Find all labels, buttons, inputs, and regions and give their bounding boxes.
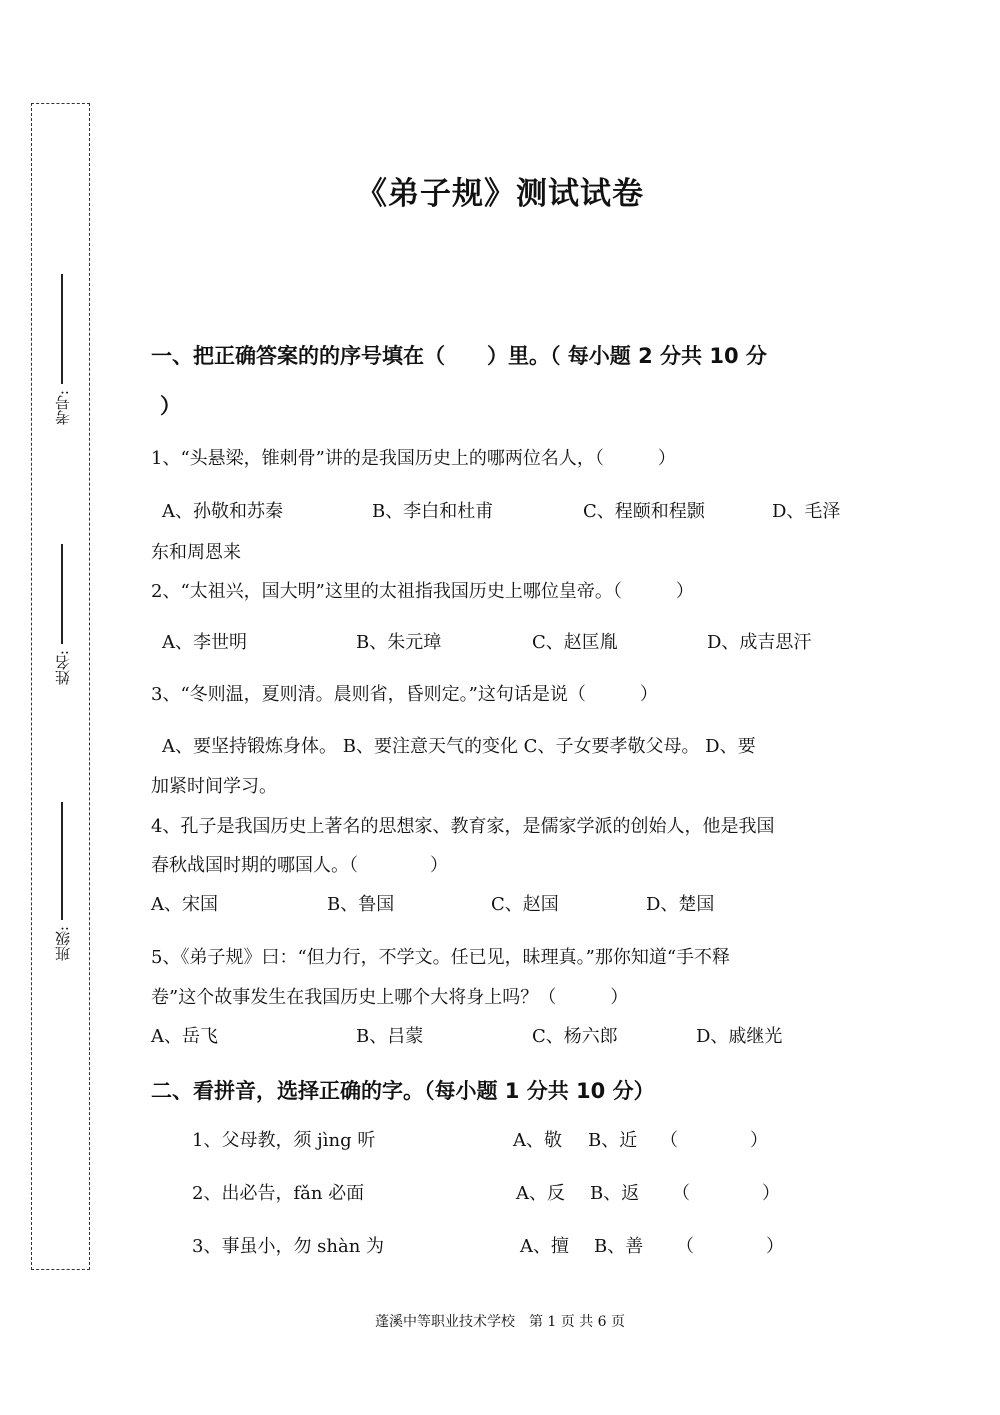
q1-option-b: B、李白和杜甫 [372,501,494,522]
name-field [47,544,77,685]
q5-stem-line1: 5、《弟子规》曰：“但力行，不学文。任已见，昧理真。”那你知道“手不释 [151,947,731,968]
q3-options-line1: A、要坚持锻炼身体。 B、要注意天气的变化 C、子女要孝敬父母。 D、要 [162,736,756,757]
s2-item2-option-b: B、返 [590,1183,640,1204]
page-title: 《弟子规》测试试卷 [356,176,644,212]
s2-item1-answer-blank[interactable]: （ ） [660,1130,768,1151]
q1-option-d: D、毛泽 [772,501,841,522]
q4-option-c: C、赵国 [491,894,559,915]
s2-item1-option-b: B、近 [588,1130,638,1151]
class-field [47,802,77,961]
q1-option-a: A、孙敬和苏秦 [162,501,283,522]
class-label: 班级: [53,926,72,962]
q1-option-c: C、程颐和程颢 [583,501,705,522]
q5-option-b: B、吕蒙 [356,1026,424,1047]
s2-item3-option-b: B、善 [594,1236,644,1257]
q2-option-a: A、李世明 [162,632,247,653]
page-footer: 蓬溪中等职业技术学校 第 1 页 共 6 页 [374,1314,626,1330]
q4-option-a: A、宋国 [151,894,218,915]
q5-stem-line2: 卷”这个故事发生在我国历史上哪个大将身上吗？（ ） [151,987,629,1008]
q4-stem-line1: 4、孔子是我国历史上著名的思想家、教育家，是儒家学派的创始人，他是我国 [151,816,775,837]
q5-option-a: A、岳飞 [151,1026,218,1047]
s2-item2-answer-blank[interactable]: （ ） [672,1183,780,1204]
s2-item1-stem: 1、父母教，须 jìng 听 [192,1130,376,1151]
s2-item2-option-a: A、反 [516,1183,565,1204]
q1-stem: 1、“头悬梁，锥刺骨”讲的是我国历史上的哪两位名人，（ ） [151,448,676,469]
q3-options-line2: 加紧时间学习。 [151,776,277,797]
name-line[interactable] [61,544,63,644]
exam-no-field [47,274,77,425]
section1-heading-cont: ） [160,394,181,418]
section2-heading: 二、看拼音，选择正确的字。（每小题 1 分共 10 分） [151,1079,655,1103]
binding-strip [31,103,90,1270]
exam-no-line[interactable] [61,274,63,384]
q2-option-d: D、成吉思汗 [707,632,812,653]
q2-option-c: C、赵匡胤 [532,632,618,653]
exam-no-label: 考号: [53,390,72,426]
q2-stem: 2、“太祖兴，国大明”这里的太祖指我国历史上哪位皇帝。（ ） [151,581,694,602]
q4-stem-line2: 春秋战国时期的哪国人。（ ） [151,855,448,876]
q4-option-b: B、鲁国 [327,894,395,915]
s2-item3-answer-blank[interactable]: （ ） [676,1236,784,1257]
section1-heading: 一、把正确答案的的序号填在（ ）里。（ 每小题 2 分共 10 分 [151,344,767,368]
class-line[interactable] [61,802,63,920]
s2-item1-option-a: A、敬 [513,1130,562,1151]
s2-item3-option-a: A、擅 [520,1236,569,1257]
q3-stem: 3、“冬则温，夏则清。晨则省，昏则定。”这句话是说（ ） [151,684,658,705]
s2-item3-stem: 3、事虽小，勿 shàn 为 [192,1236,385,1257]
q2-option-b: B、朱元璋 [356,632,442,653]
q5-option-d: D、戚继光 [696,1026,783,1047]
name-label: 姓名: [53,650,72,686]
q4-option-d: D、楚国 [646,894,715,915]
s2-item2-stem: 2、出必告，fǎn 必面 [192,1183,365,1204]
q5-option-c: C、杨六郎 [532,1026,618,1047]
q1-option-d-cont: 东和周恩来 [151,542,241,563]
